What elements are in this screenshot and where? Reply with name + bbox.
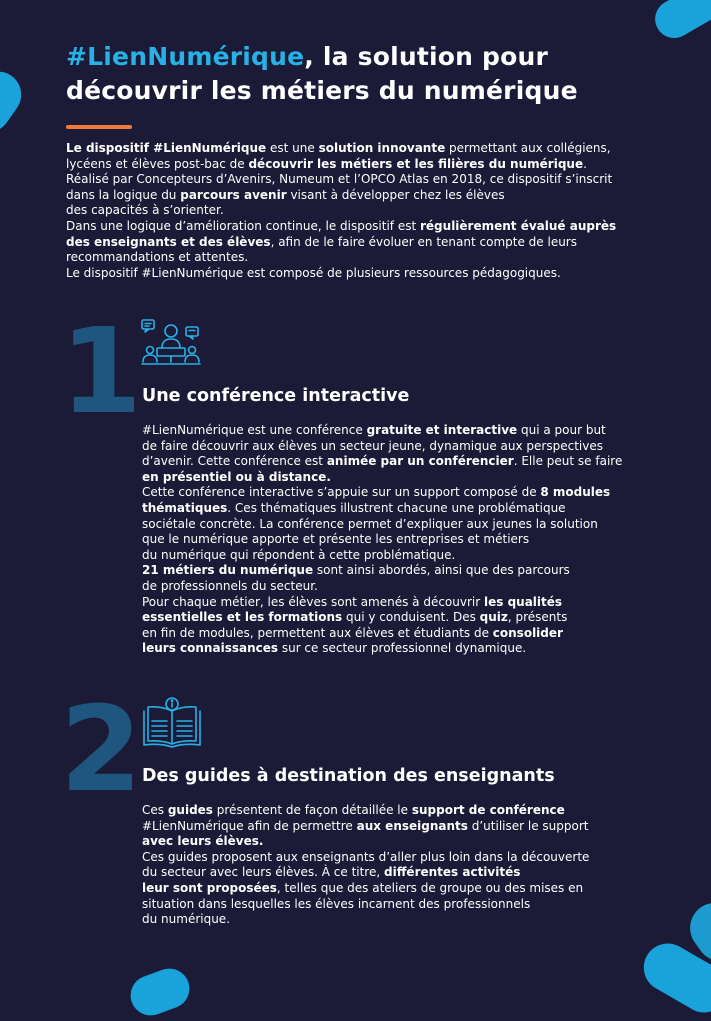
body-text: guides	[167, 803, 213, 817]
body-text: situation dans lesquelles les élèves incarnent des professionnels	[142, 896, 531, 911]
body-text: 8 modules	[540, 485, 611, 500]
body-text: support de conférence	[411, 803, 565, 817]
body-text: en fin de modules, permettent aux élèves et étudiants de	[142, 625, 493, 640]
body-text: #LienNumérique afin de permettre	[142, 818, 357, 833]
title-underline	[66, 125, 132, 129]
intro-text: Dans une logique d’amélioration continue, le dispositif est	[66, 218, 420, 233]
intro-text: , afin de le faire évoluer en tenant compte de leurs	[270, 234, 577, 249]
body-text: animée par un conférencier	[326, 454, 514, 469]
body-text: leurs connaissances	[142, 641, 279, 656]
section-number-1: 1	[60, 302, 143, 440]
body-text: du numérique qui répondent à cette problématique.	[142, 547, 456, 562]
body-text: en présentiel ou à distance.	[142, 469, 331, 484]
decorative-blob-left	[0, 63, 30, 142]
page-title	[66, 40, 666, 108]
title-line2: découvrir les métiers du numérique	[66, 76, 578, 105]
body-text: les qualités	[484, 594, 563, 609]
body-text: Pour chaque métier, les élèves sont amenés à découvrir	[142, 594, 484, 609]
section-heading-conference: Une conférence interactive	[142, 386, 410, 406]
section-heading-guides: Des guides à destination des enseignants	[142, 766, 555, 786]
intro-text: solution innovante	[318, 141, 446, 155]
intro-text: des enseignants et des élèves	[66, 234, 271, 249]
intro-text: dans la logique du	[66, 187, 181, 202]
body-text: différentes activités	[384, 865, 521, 880]
conference-speaker-icon	[140, 318, 202, 368]
body-text: , présents	[507, 610, 568, 625]
body-text: sont ainsi abordés, ainsi que des parcours	[313, 563, 570, 578]
intro-text: permettant aux collégiens,	[445, 141, 611, 155]
body-text: . Ces thématiques illustrent chacune une problématique	[227, 500, 566, 515]
intro-text: visant à développer chez les élèves	[286, 187, 505, 202]
intro-paragraph	[66, 141, 646, 281]
body-text: consolider	[492, 625, 563, 640]
intro-text: parcours avenir	[180, 187, 287, 202]
title-rest: , la solution pour	[304, 42, 549, 71]
body-text: sur ce secteur professionnel dynamique.	[278, 641, 527, 656]
body-text: avec leurs élèves.	[142, 834, 264, 849]
intro-text: Réalisé par Concepteurs d’Avenirs, Numeum et l’OPCO Atlas en 2018, ce dispositif s’inscrit	[66, 172, 613, 187]
body-text: qui y conduisent. Des	[342, 610, 480, 625]
body-text: du secteur avec leurs élèves. À ce titre,	[142, 865, 384, 880]
intro-text: Le dispositif #LienNumérique	[66, 141, 267, 155]
body-text: d’utiliser le support	[467, 818, 589, 833]
decorative-blob-top-right	[648, 0, 711, 45]
body-text: #LienNumérique est une conférence	[142, 423, 367, 437]
section-number-2: 2	[60, 680, 143, 818]
body-text: sociétale concrète. La conférence permet d’expliquer aux jeunes la solution	[142, 516, 598, 531]
body-text: 21 métiers du numérique	[142, 563, 314, 578]
body-text: Ces guides proposent aux enseignants d’aller plus loin dans la découverte	[142, 849, 590, 864]
intro-text: régulièrement évalué auprès	[420, 218, 617, 233]
body-text: aux enseignants	[356, 818, 468, 833]
intro-text: lycéens et élèves post-bac de	[66, 156, 249, 171]
section-body-conference	[142, 423, 642, 657]
body-text: de faire découvrir aux élèves un secteur jeune, dynamique aux perspectives	[142, 438, 603, 453]
title-accent: #LienNumérique	[66, 42, 305, 71]
body-text: thématiques	[142, 500, 228, 515]
body-text: gratuite et interactive	[366, 423, 518, 437]
body-text: . Elle peut se faire	[513, 454, 623, 469]
open-book-info-icon	[142, 697, 202, 749]
intro-text: des capacités à s’orienter.	[66, 203, 224, 218]
intro-text: est une	[266, 141, 319, 155]
body-text: Cette conférence interactive s’appuie sur un support composé de	[142, 485, 541, 500]
intro-text: Le dispositif #LienNumérique est composé de plusieurs ressources pédagogiques.	[66, 265, 561, 280]
intro-text: .	[583, 156, 587, 171]
intro-text: recommandations et attentes.	[66, 250, 249, 265]
body-text: d’avenir. Cette conférence est	[142, 454, 327, 469]
body-text: quiz	[479, 610, 508, 625]
body-text: du numérique.	[142, 912, 231, 927]
section-body-guides	[142, 803, 642, 928]
body-text: qui a pour but	[517, 423, 606, 437]
intro-text: découvrir les métiers et les filières du numérique	[248, 156, 584, 171]
body-text: leur sont proposées	[142, 880, 277, 895]
body-text: présentent de façon détaillée le	[212, 803, 412, 817]
body-text: que le numérique apporte et présente les entreprises et métiers	[142, 532, 530, 547]
body-text: Ces	[142, 803, 168, 817]
decorative-blob-bottom	[125, 963, 195, 1021]
body-text: essentielles et les formations	[142, 610, 343, 625]
body-text: de professionnels du secteur.	[142, 578, 318, 593]
body-text: , telles que des ateliers de groupe ou des mises en	[276, 880, 584, 895]
